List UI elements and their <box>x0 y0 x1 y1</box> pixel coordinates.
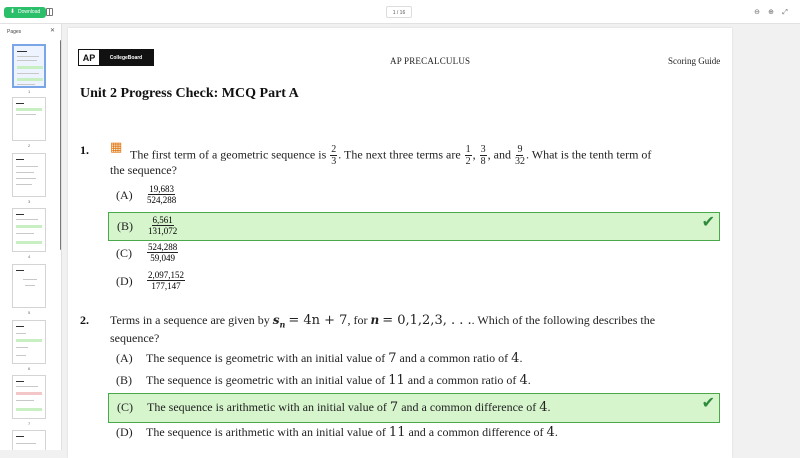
thumbnail-number: 1 <box>28 89 31 94</box>
close-icon[interactable]: ✕ <box>50 27 56 34</box>
thumbnail-number: 5 <box>28 310 31 315</box>
option-letter: (C) <box>117 400 133 414</box>
check-icon: ✔ <box>701 212 715 231</box>
page-thumbnail[interactable] <box>12 264 46 308</box>
course-title: AP PRECALCULUS <box>390 56 471 66</box>
answer-option-c[interactable] <box>108 240 720 269</box>
option-letter: (C) <box>116 246 132 260</box>
sidebar-title: Pages <box>7 29 22 35</box>
download-button[interactable] <box>4 7 46 18</box>
question-text-cont: the sequence? <box>110 163 177 177</box>
option-value: $\frac{6,561}{131,072}$ <box>148 215 178 236</box>
page-thumbnail[interactable] <box>12 320 46 364</box>
download-icon: ⬇ <box>10 9 16 15</box>
page-thumbnail[interactable] <box>12 44 46 88</box>
option-value: $\frac{2,097,152}{177,147}$ <box>148 270 184 291</box>
option-text: The sequence is geometric with an initial value of 11 and a common ratio of 4. <box>146 373 531 388</box>
question-number: 1. <box>80 143 89 157</box>
option-letter: (B) <box>116 373 132 387</box>
answer-option-d[interactable] <box>108 422 720 446</box>
zoom-in-icon[interactable]: ⊕ <box>768 8 774 16</box>
thumbnail-number: 6 <box>28 366 31 371</box>
answer-option-c[interactable] <box>108 393 720 423</box>
option-letter: (A) <box>116 188 133 202</box>
option-letter: (D) <box>116 425 133 439</box>
option-letter: (B) <box>117 219 133 233</box>
answer-option-b[interactable] <box>108 370 720 394</box>
answer-option-b[interactable] <box>108 212 720 241</box>
page-thumbnail[interactable] <box>12 430 46 450</box>
thumbnail-number: 2 <box>28 143 31 148</box>
pages-sidebar <box>0 24 62 450</box>
option-letter: (A) <box>116 351 133 365</box>
option-text: The sequence is arithmetic with an initial value of 11 and a common difference of 4. <box>146 425 558 440</box>
question-text: Terms in a sequence are given by $s_n = 4n + 7$, for n = 0,1,2,3, . . .. Which of the following describes the <box>110 313 656 330</box>
logo-ap-text: AP <box>82 52 96 63</box>
logo-collegeboard-text: CollegeBoard <box>99 50 153 65</box>
option-text: The sequence is arithmetic with an initial value of 7 and a common difference of 4. <box>147 400 551 415</box>
page-thumbnail[interactable] <box>12 153 46 197</box>
option-value: $\frac{19,683}{524,288}$ <box>147 184 177 205</box>
document-page <box>68 28 732 458</box>
page-indicator[interactable]: 1 / 16 <box>386 6 412 18</box>
fraction: $\frac{3}{8}$ <box>480 144 486 167</box>
toolbar <box>0 0 800 24</box>
answer-option-d[interactable] <box>108 268 720 297</box>
option-letter: (D) <box>116 274 133 288</box>
check-icon: ✔ <box>701 393 715 412</box>
question-number: 2. <box>80 313 89 327</box>
question-text-cont: sequence? <box>110 331 160 345</box>
page-thumbnail[interactable] <box>12 375 46 419</box>
sidebar-scrollbar[interactable] <box>60 40 62 250</box>
thumbnail-number: 7 <box>28 421 31 426</box>
option-text: The sequence is geometric with an initial value of 7 and a common ratio of 4. <box>146 351 523 366</box>
answer-option-a[interactable] <box>108 182 720 211</box>
page-thumbnail[interactable] <box>12 97 46 141</box>
expand-icon[interactable]: ⤢ <box>782 8 788 16</box>
calculator-icon: ▦ <box>110 140 123 155</box>
option-value: $\frac{524,288}{59,049}$ <box>148 242 178 263</box>
thumbnail-number: 4 <box>28 254 31 259</box>
page-thumbnail[interactable] <box>12 208 46 252</box>
answer-option-a[interactable] <box>108 348 720 372</box>
ap-logo <box>78 49 154 66</box>
fraction: $\frac{1}{2}$ <box>465 144 471 167</box>
download-label: Download <box>18 9 41 15</box>
thumbnail-number: 3 <box>28 199 31 204</box>
zoom-out-icon[interactable]: ⊖ <box>754 8 760 16</box>
scoring-guide-label: Scoring Guide <box>668 56 721 66</box>
fraction: $\frac{9}{32}$ <box>514 144 525 167</box>
sidebar-toggle-icon[interactable] <box>46 8 53 16</box>
page-title: Unit 2 Progress Check: MCQ Part A <box>80 86 299 101</box>
fraction: $\frac{2}{3}$ <box>331 144 337 167</box>
question-text: The first term of a geometric sequence is $\frac{2}{3}$ . The next three terms are $\frac{1}{2}$ , $\frac{3}{8}$ , and $\frac{9}{32}$ . What is the tenth term of <box>130 144 652 167</box>
